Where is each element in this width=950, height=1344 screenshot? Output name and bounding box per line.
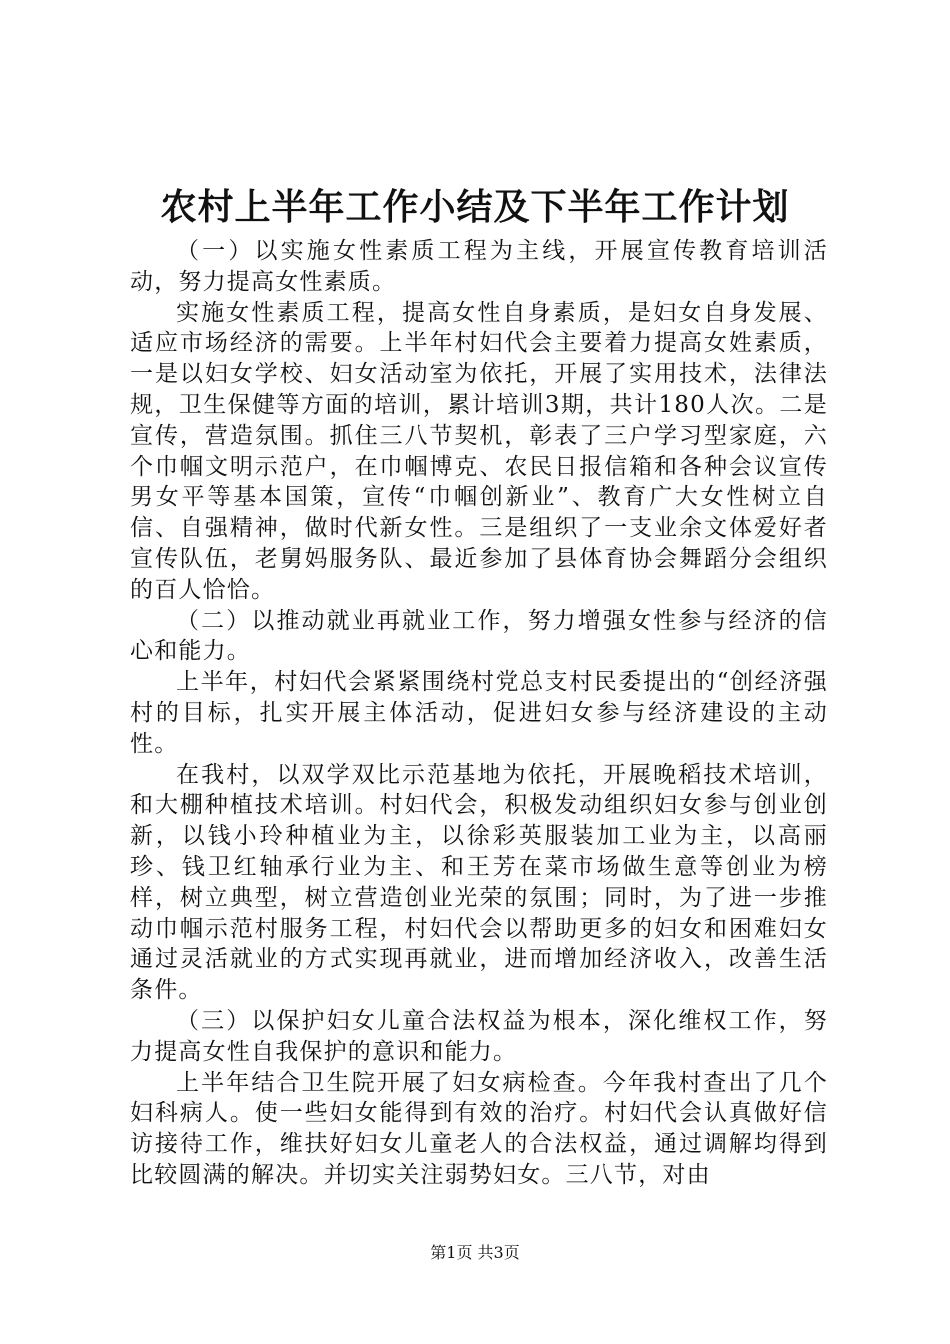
paragraph-section-2-body: 在我村，以双学双比示范基地为依托，开展晚稻技术培训，和大棚种植技术培训。村妇代会，积极发动组织妇女参与创业创新，以钱小玲种植业为主，以徐彩英服装加工业为主，以高丽珍、钱卫红轴承行业为主、和王芳在菜市场做生意等创业为榜样，树立典型，树立营造创业光荣的氛围；同时，为了进一步推动巾帼示范村服务工程，村妇代会以帮助更多的妇女和困难妇女通过灵活就业的方式实现再就业，进而增加经济收入，改善生活条件。	[130, 761, 828, 1004]
paragraph-section-1-body: 实施女性素质工程，提高女性自身素质，是妇女自身发展、适应市场经济的需要。上半年村妇代会主要着力提高女姓素质，一是以妇女学校、妇女活动室为依托，开展了实用技术，法律法规，卫生保健等方面的培训，累计培训3期，共计180人次。二是宣传，营造氛围。抓住三八节契机，彰表了三户学习型家庭，六个巾帼文明示范户，在巾帼博克、农民日报信箱和各种会议宣传男女平等基本国策，宣传“巾帼创新业”、教育广大女性树立自信、自强精神，做时代新女性。三是组织了一支业余文体爱好者宣传队伍，老舅妈服务队、最近参加了县体育协会舞蹈分会组织的百人恰恰。	[130, 299, 828, 603]
paragraph-section-2-heading: （二）以推动就业再就业工作，努力增强女性参与经济的信心和能力。	[130, 607, 828, 665]
paragraph-section-2-intro: 上半年，村妇代会紧紧围绕村党总支村民委提出的“创经济强村的目标，扎实开展主体活动，促进妇女参与经济建设的主动性。	[130, 669, 828, 757]
page-number-footer: 第1页 共3页	[430, 1243, 520, 1262]
paragraph-section-3-body: 上半年结合卫生院开展了妇女病检查。今年我村查出了几个妇科病人。使一些妇女能得到有效的治疗。村妇代会认真做好信访接待工作，维扶好妇女儿童老人的合法权益，通过调解均得到比较圆满的解决。并切实关注弱势妇女。三八节，对由	[130, 1069, 828, 1188]
document-title: 农村上半年工作小结及下半年工作计划	[160, 187, 790, 228]
document-body	[130, 236, 828, 1191]
paragraph-section-3-heading: （三）以保护妇女儿童合法权益为根本，深化维权工作，努力提高女性自我保护的意识和能力。	[130, 1007, 828, 1065]
paragraph-section-1-heading: （一）以实施女性素质工程为主线，开展宣传教育培训活动，努力提高女性素质。	[130, 238, 828, 295]
